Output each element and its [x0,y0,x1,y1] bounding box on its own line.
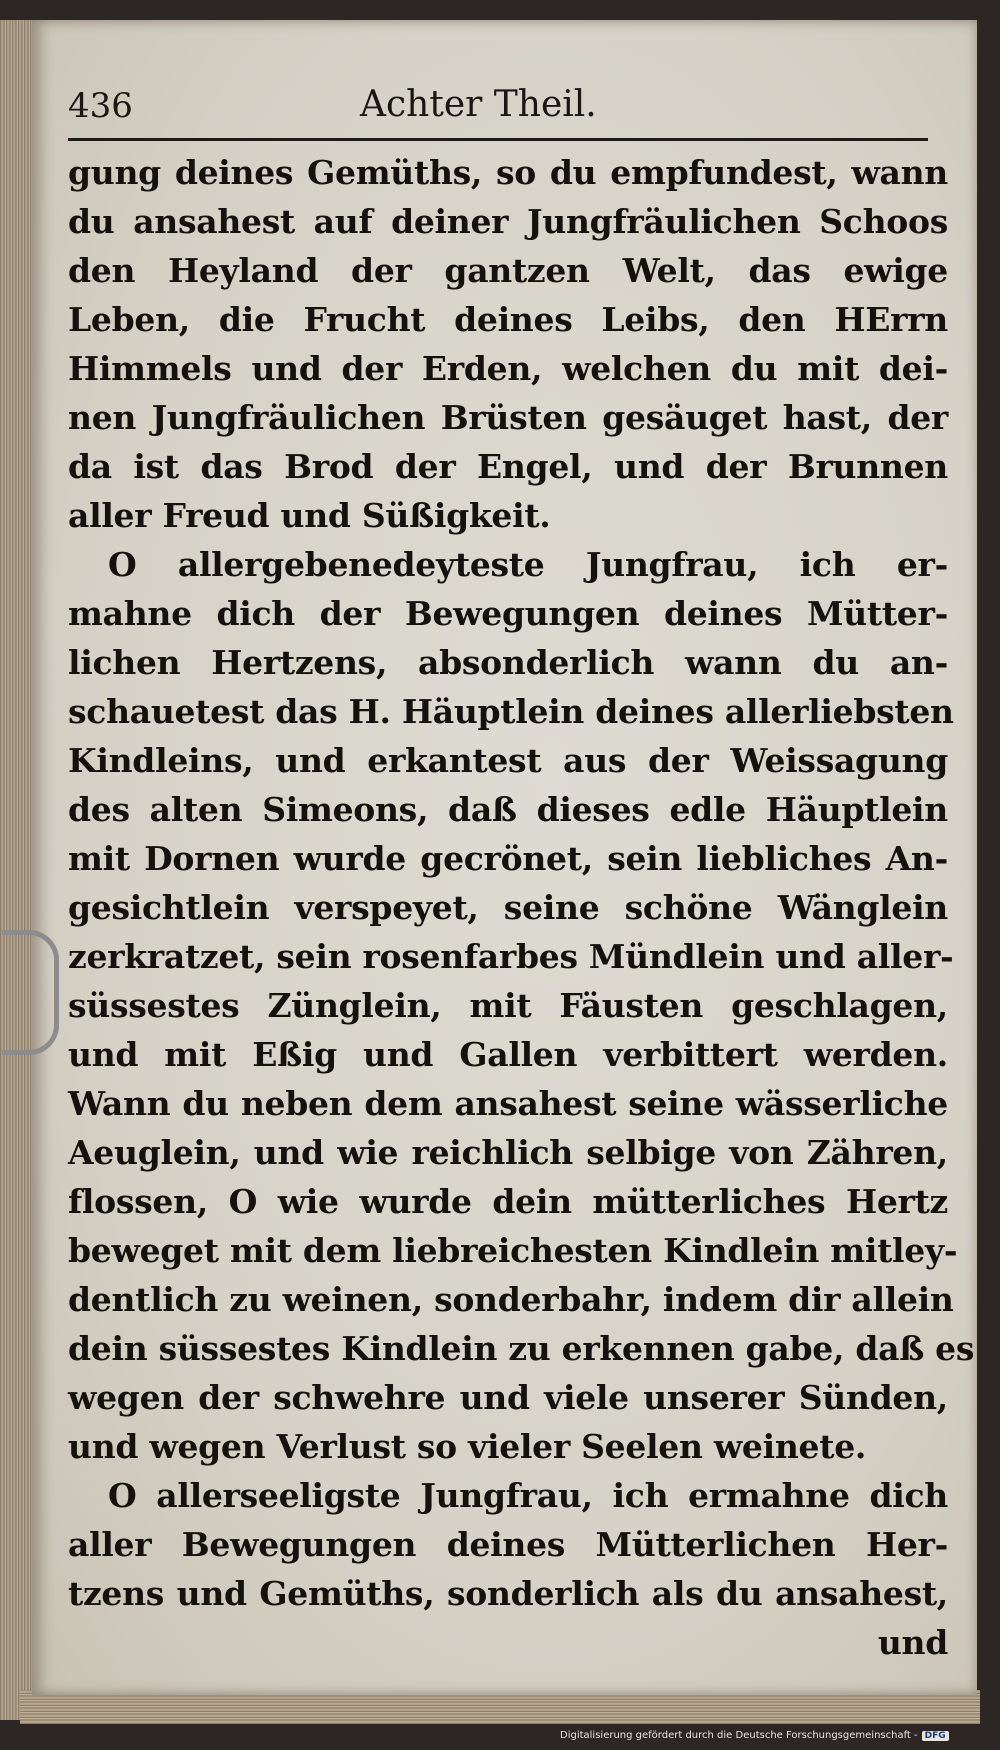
text-line: Aeuglein, und wie reichlich selbige von Zähren, [68,1133,948,1172]
digitization-credit [560,1730,990,1748]
text-line: aller Bewegungen deines Mütterlichen Her- [68,1525,948,1564]
text-line: schauetest das H. Häuptlein deines allerliebsten [68,692,954,731]
text-line: mit Dornen wurde gecrönet, sein liebliches An- [68,839,948,878]
text-line: O allerseeligste Jungfrau, ich ermahne dich [108,1476,948,1515]
text-line: Kindleins, und erkantest aus der Weissagung [68,741,948,780]
page-clip [2,930,59,1055]
book-page-edges-left [0,20,36,1720]
text-line: da ist das Brod der Engel, und der Brunnen [68,447,948,486]
page-header [60,80,920,130]
text-line: und mit Eßig und Gallen verbittert werden. [68,1035,948,1074]
text-line: du ansahest auf deiner Jungfräulichen Schoos [68,202,948,241]
text-line: süssestes Zünglein, mit Fäusten geschlagen, [68,986,948,1025]
text-line: Himmels und der Erden, welchen du mit dei- [68,349,948,388]
text-line: Leben, die Frucht deines Leibs, den HErrn [68,300,948,339]
text-line: des alten Simeons, daß dieses edle Häuptlein [68,790,948,829]
credit-text: Digitalisierung gefördert durch die Deutsche Forschungsgemeinschaft - [560,1730,918,1741]
text-line: dein süssestes Kindlein zu erkennen gabe, daß es [68,1329,975,1368]
text-line: den Heyland der gantzen Welt, das ewige [68,251,948,290]
catchword: und [877,1623,948,1662]
text-line: gesichtlein verspeyet, seine schöne Wänglein [68,888,948,927]
body-text [68,148,975,1667]
header-rule [68,138,928,141]
text-line: tzens und Gemüths, sonderlich als du ansahest, [68,1574,948,1613]
text-line: gung deines Gemüths, so du empfundest, wann [68,153,948,192]
text-line: aller Freud und Süßigkeit. [68,496,551,535]
text-line: lichen Hertzens, absonderlich wann du an- [68,643,948,682]
running-title: Achter Theil. [360,84,597,125]
text-line: dentlich zu weinen, sonderbahr, indem dir allein [68,1280,954,1319]
text-line: und wegen Verlust so vieler Seelen weinete. [68,1427,867,1466]
page-number: 436 [68,86,133,126]
dfg-logo: DFG [922,1731,949,1741]
text-line: beweget mit dem liebreichesten Kindlein mitley- [68,1231,958,1270]
text-line: flossen, O wie wurde dein mütterliches Hertz [68,1182,948,1221]
text-line: wegen der schwehre und viele unserer Sünden, [68,1378,948,1417]
text-line: mahne dich der Bewegungen deines Mütter- [68,594,948,633]
book-page-edges-bottom [20,1690,980,1724]
text-line: O allergebenedeyteste Jungfrau, ich er- [108,545,948,584]
text-line: nen Jungfräulichen Brüsten gesäuget hast, der [68,398,948,437]
text-line: zerkratzet, sein rosenfarbes Mündlein und aller- [68,937,954,976]
text-line: Wann du neben dem ansahest seine wässerliche [68,1084,948,1123]
